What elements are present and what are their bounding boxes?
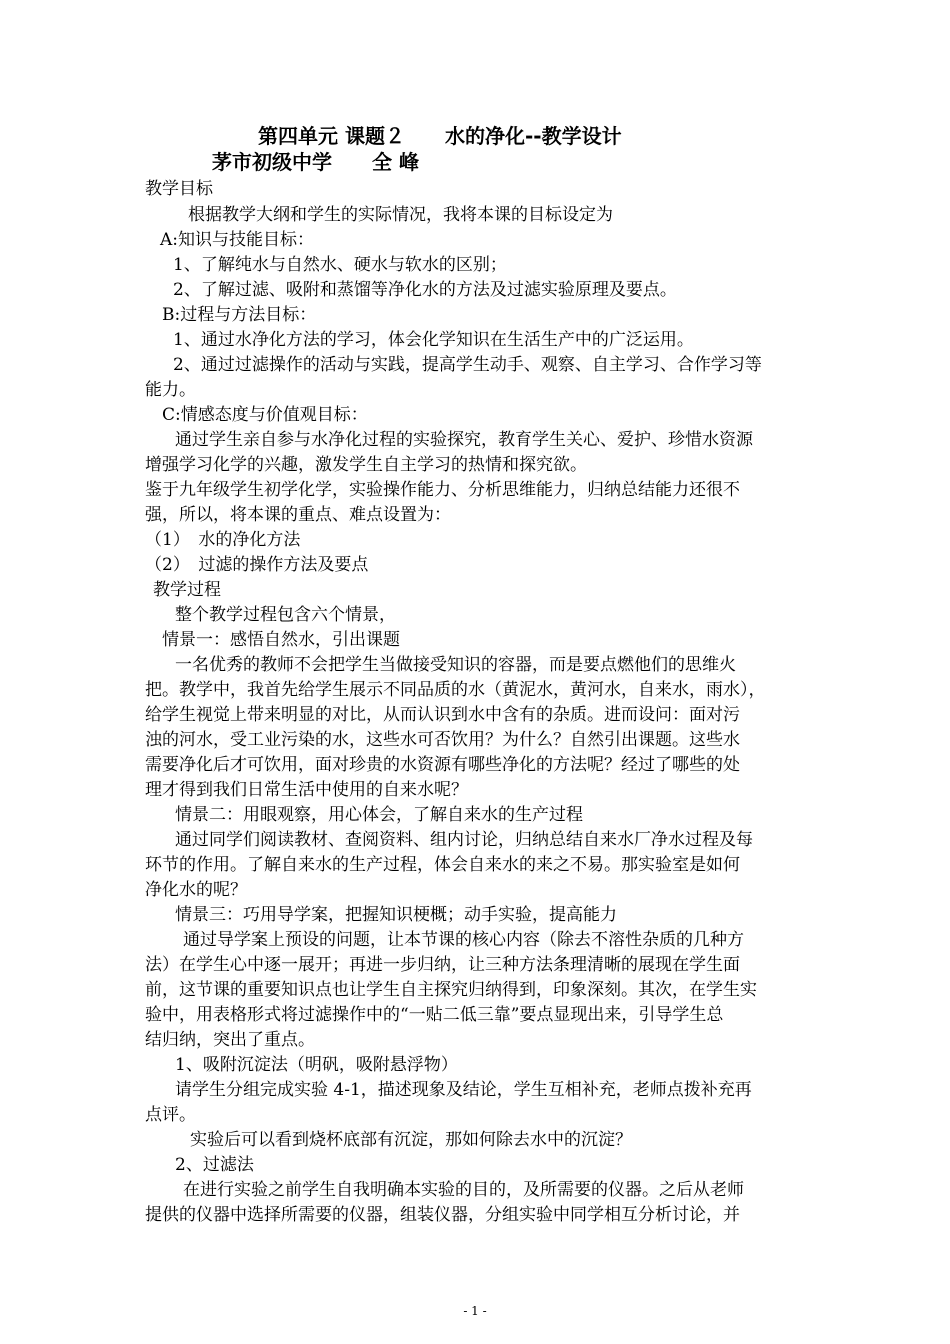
page-number: - 1 -: [463, 1304, 487, 1318]
scenario-heading: 情景三：巧用导学案，把握知识梗概；动手实验，提高能力: [175, 905, 617, 925]
paragraph-line: 实验后可以看到烧杯底部有沉淀，那如何除去水中的沉淀？: [190, 1130, 632, 1150]
subsection-heading: A:知识与技能目标：: [160, 230, 315, 250]
paragraph-line: 给学生视觉上带来明显的对比，从而认识到水中含有的杂质。进而设问：面对污: [145, 705, 740, 725]
paragraph-line: 把。教学中，我首先给学生展示不同品质的水（黄泥水，黄河水，自来水，雨水），: [145, 680, 766, 700]
paragraph-line: 请学生分组完成实验 4-1，描述现象及结论，学生互相补充，老师点拨补充再: [175, 1080, 752, 1100]
paragraph-line: 能力。: [145, 380, 196, 400]
scenario-heading: 情景二：用眼观察，用心体会，了解自来水的生产过程: [175, 805, 583, 825]
paragraph-line: 浊的河水，受工业污染的水，这些水可否饮用？为什么？自然引出课题。这些水: [145, 730, 740, 750]
paragraph-line: 理才得到我们日常生活中使用的自来水呢？: [145, 780, 468, 800]
section-heading: 教学目标: [145, 179, 213, 199]
paragraph-line: 根据教学大纲和学生的实际情况，我将本课的目标设定为: [188, 205, 613, 225]
list-item: 1、通过水净化方法的学习，体会化学知识在生活生产中的广泛运用。: [173, 330, 694, 350]
paragraph-line: 结归纳，突出了重点。: [145, 1030, 315, 1050]
scenario-heading: 情景一：感悟自然水，引出课题: [162, 630, 400, 650]
method-heading: 1、吸附沉淀法（明矾，吸附悬浮物）: [175, 1055, 458, 1075]
key-point-item: （2） 过滤的操作方法及要点: [145, 555, 369, 575]
paragraph-line: 点评。: [145, 1105, 196, 1125]
list-item: 1、了解纯水与自然水、硬水与软水的区别；: [173, 255, 507, 275]
subsection-heading: C:情感态度与价值观目标：: [162, 405, 368, 425]
key-point-item: （1） 水的净化方法: [145, 530, 301, 550]
document-title: 第四单元 课题２ 水的净化--教学设计: [258, 124, 622, 148]
paragraph-line: 整个教学过程包含六个情景，: [175, 605, 396, 625]
paragraph-line: 在进行实验之前学生自我明确本实验的目的，及所需要的仪器。之后从老师: [183, 1180, 744, 1200]
paragraph-line: 验中，用表格形式将过滤操作中的“一贴二低三靠”要点显现出来，引导学生总: [145, 1005, 724, 1025]
paragraph-line: 净化水的呢？: [145, 880, 247, 900]
paragraph-line: 鉴于九年级学生初学化学，实验操作能力、分析思维能力，归纳总结能力还很不: [145, 480, 740, 500]
paragraph-line: 增强学习化学的兴趣，激发学生自主学习的热情和探究欲。: [145, 455, 587, 475]
subsection-heading: B:过程与方法目标：: [162, 305, 317, 325]
list-item: 2、了解过滤、吸附和蒸馏等净化水的方法及过滤实验原理及要点。: [173, 280, 677, 300]
method-heading: 2、过滤法: [175, 1155, 254, 1175]
paragraph-line: 环节的作用。了解自来水的生产过程，体会自来水的来之不易。那实验室是如何: [145, 855, 740, 875]
paragraph-line: 通过同学们阅读教材、查阅资料、组内讨论，归纳总结自来水厂净水过程及每: [175, 830, 753, 850]
paragraph-line: 强，所以，将本课的重点、难点设置为：: [145, 505, 451, 525]
section-heading: 教学过程: [153, 580, 221, 600]
paragraph-line: 通过学生亲自参与水净化过程的实验探究，教育学生关心、爱护、珍惜水资源: [175, 430, 753, 450]
document-author: 茅市初级中学 全 峰: [212, 150, 419, 174]
paragraph-line: 需要净化后才可饮用，面对珍贵的水资源有哪些净化的方法呢？经过了哪些的处: [145, 755, 740, 775]
list-item: 2、通过过滤操作的活动与实践，提高学生动手、观察、自主学习、合作学习等: [173, 355, 762, 375]
paragraph-line: 法）在学生心中逐一展开；再进一步归纳，让三种方法条理清晰的展现在学生面: [145, 955, 740, 975]
paragraph-line: 提供的仪器中选择所需要的仪器，组装仪器，分组实验中同学相互分析讨论，并: [145, 1205, 740, 1225]
paragraph-line: 一名优秀的教师不会把学生当做接受知识的容器，而是要点燃他们的思维火: [175, 655, 736, 675]
paragraph-line: 通过导学案上预设的问题，让本节课的核心内容（除去不溶性杂质的几种方: [183, 930, 744, 950]
paragraph-line: 前，这节课的重要知识点也让学生自主探究归纳得到，印象深刻。其次，在学生实: [145, 980, 757, 1000]
